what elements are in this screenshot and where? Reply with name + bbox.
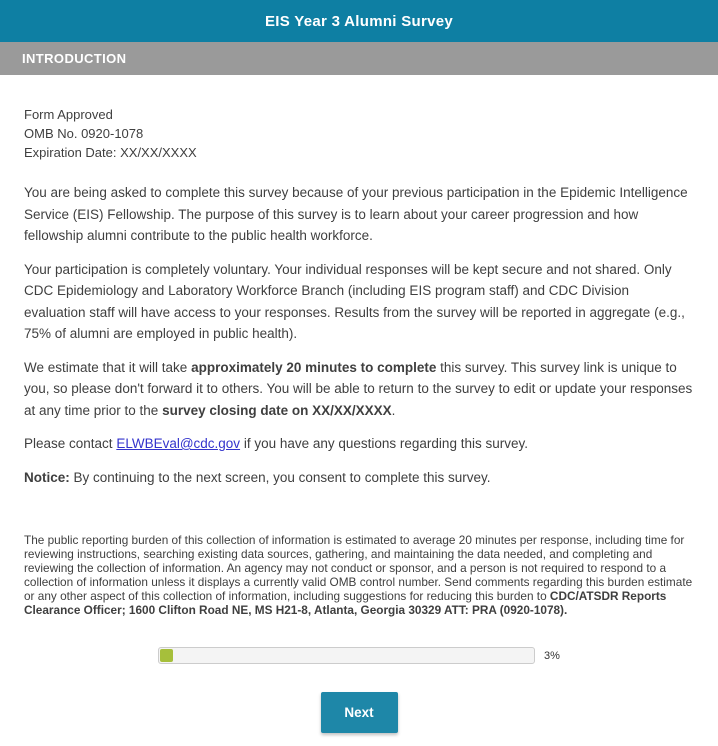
voluntary-paragraph: Your participation is completely voluntary. Your individual responses will be kept secure and not shared. Only CDC Epidemiology and Laboratory Workforce Branch (including EIS program staff) and CDC Division evaluation staff will have access to your responses. Results from the survey will be reported in aggregate (e.g., 75% of alumni are employed in public health). [24,261,685,341]
pra-burden-statement [24,534,694,617]
contact-text-pre: Please contact [24,436,117,451]
expiration-date-line: Expiration Date: XX/XX/XXXX [24,145,197,160]
omb-number-line: OMB No. 0920-1078 [24,126,144,141]
progress-bar [158,647,535,664]
next-button[interactable]: Next [321,692,398,733]
omb-approval-block [24,105,694,162]
closing-date-bold: survey closing date on XX/XX/XXXX [162,402,392,418]
notice-paragraph [24,467,694,489]
contact-text-post: if you have any questions regarding this survey. [240,436,528,451]
estimate-text-end: . [391,402,396,418]
purpose-paragraph: You are being asked to complete this survey because of your previous participation in the Epidemic Intelligence Service (EIS) Fellowship. The purpose of this survey is to learn about your career progression and how fellowship alumni contribute to the public health workforce. [24,185,688,243]
form-approved-line: Form Approved [24,107,113,122]
progress-row [24,647,694,664]
contact-email-link[interactable]: ELWBEval@cdc.gov [116,436,241,451]
estimate-text-mid: this survey. This survey link is unique to you, so please don't forward it to others. You will be able to return to the survey to edit or update your responses at any time prior to the [24,359,693,418]
estimate-text: We estimate that it will take [24,359,192,375]
notice-label: Notice: [24,469,70,485]
survey-content [0,75,718,733]
estimate-duration-bold: approximately 20 minutes to complete [191,359,437,375]
burden-statement-text: The public reporting burden of this collection of information is estimated to average 20 minutes per response, including time for reviewing instructions, searching existing data sources, gathering, and maintaining the data needed, and completing and reviewing the collection of information. An agency may not conduct or sponsor, and a person is not required to respond to a collection of information unless it displays a currently valid OMB control number. Send comments regarding this burden estimate or any other aspect of this collection of information, including suggestions for reducing this burden to [24,533,693,603]
section-header-bar [0,42,718,75]
progress-percent-label: 3% [544,649,560,662]
survey-title: EIS Year 3 Alumni Survey [264,12,454,30]
clearance-officer-address-bold: CDC/ATSDR Reports Clearance Officer; 1600 Clifton Road NE, MS H21-8, Atlanta, Georgia 30329 ATT: PRA (0920-1078). [24,588,667,617]
notice-text: By continuing to the next screen, you consent to complete this survey. [69,469,491,485]
survey-header-bar [0,0,718,42]
section-title: INTRODUCTION [22,51,127,66]
contact-paragraph [24,433,694,455]
button-row [24,692,694,733]
estimate-paragraph [24,357,694,422]
progress-fill [160,649,173,662]
